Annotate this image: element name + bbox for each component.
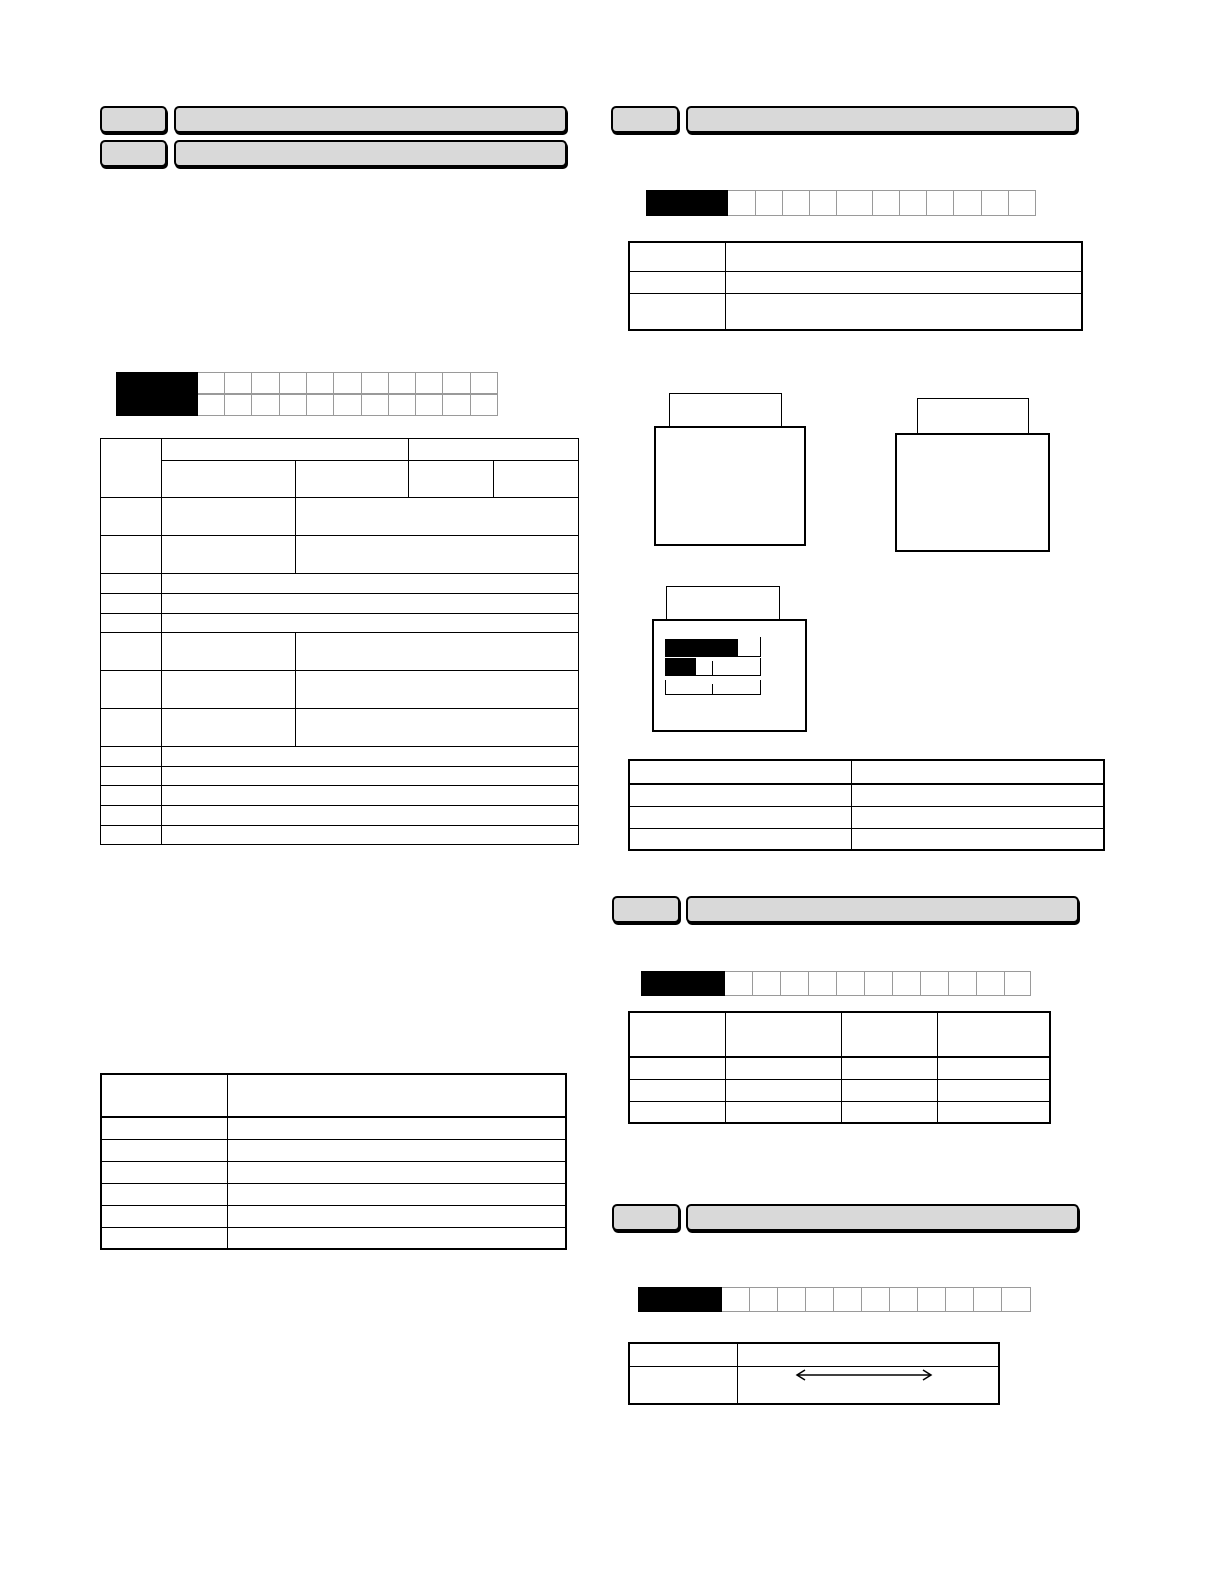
- table-cell: [227, 1205, 566, 1227]
- table-cell: [101, 786, 162, 806]
- segment-cell: [1005, 971, 1031, 996]
- table-cell: [841, 1079, 937, 1101]
- table-row: [101, 498, 579, 536]
- table-row: [101, 786, 579, 806]
- table-row: [101, 594, 579, 614]
- table-row: [101, 806, 579, 826]
- segment-cell: [416, 394, 443, 416]
- section-title-bar-2: [174, 140, 567, 167]
- segment-cell: [225, 372, 252, 394]
- segment-cell: [1002, 1287, 1031, 1312]
- segment-cell: [927, 190, 954, 216]
- display-legend-table: [628, 759, 1105, 851]
- section-number-tab-4: [612, 896, 680, 923]
- table-cell: [101, 1205, 227, 1227]
- section-number-tab-3: [611, 106, 679, 133]
- table-cell: [101, 671, 162, 709]
- table-header-row: [629, 760, 1104, 784]
- segment-cell: [900, 190, 927, 216]
- level-gauge-line: [665, 675, 761, 676]
- table-cell: [494, 461, 579, 498]
- segment-cell: [198, 372, 225, 394]
- table-row: [101, 709, 579, 747]
- segment-cell: [783, 190, 810, 216]
- setting-values-table: [628, 1011, 1051, 1124]
- segment-cell: [865, 971, 893, 996]
- table-row: [101, 826, 579, 845]
- table-row: [629, 1079, 1050, 1101]
- table-cell: [227, 1161, 566, 1183]
- table-cell: [937, 1079, 1050, 1101]
- table-cell: [162, 439, 409, 461]
- segment-code-row-4: [641, 971, 1031, 996]
- segment-cell: [837, 971, 865, 996]
- segment-cell: [252, 372, 279, 394]
- segment-cell: [753, 971, 781, 996]
- table-row: [101, 767, 579, 786]
- segment-cell: [471, 394, 498, 416]
- table-cell: [629, 828, 851, 850]
- table-row: [101, 1117, 566, 1139]
- segment-cell: [334, 394, 361, 416]
- level-gauge-line: [665, 680, 666, 694]
- segment-cell-filled: [674, 190, 701, 216]
- table-row: [629, 784, 1104, 806]
- segment-cell: [977, 971, 1005, 996]
- table-cell: [629, 760, 851, 784]
- table-row: [629, 1101, 1050, 1123]
- segment-cell: [806, 1287, 834, 1312]
- table-cell: [629, 242, 725, 271]
- table-cell: [162, 786, 579, 806]
- segment-cell: [471, 372, 498, 394]
- table-header-row: [101, 1074, 566, 1117]
- segment-cell-filled: [646, 190, 674, 216]
- table-cell: [629, 1057, 725, 1079]
- table-row: [629, 271, 1082, 293]
- table-cell: [101, 439, 162, 498]
- table-row: [629, 293, 1082, 330]
- segment-cell: [946, 1287, 974, 1312]
- level-bar-1: [665, 639, 738, 656]
- segment-cell: [809, 971, 837, 996]
- table-cell: [101, 536, 162, 574]
- segment-cell: [362, 394, 389, 416]
- table-cell: [162, 614, 579, 633]
- segment-cell-filled: [116, 372, 143, 394]
- segment-cell: [362, 372, 389, 394]
- segment-cell: [837, 190, 873, 216]
- table-cell: [725, 1012, 841, 1057]
- table-cell: [227, 1074, 566, 1117]
- table-cell: [629, 1101, 725, 1123]
- segment-cell: [893, 971, 921, 996]
- table-cell: [725, 242, 1082, 271]
- table-cell: [629, 806, 851, 828]
- table-row: [101, 614, 579, 633]
- segment-cell: [307, 394, 334, 416]
- table-cell: [101, 633, 162, 671]
- segment-cell: [921, 971, 949, 996]
- table-row: [101, 747, 579, 767]
- table-cell: [296, 709, 579, 747]
- code-list-table: [100, 1073, 567, 1250]
- table-cell: [227, 1227, 566, 1249]
- table-cell: [629, 293, 725, 330]
- segment-cell-filled: [143, 394, 170, 416]
- table-row: [629, 1366, 999, 1404]
- table-cell: [937, 1101, 1050, 1123]
- segment-cell: [225, 394, 252, 416]
- table-cell: [629, 1366, 737, 1404]
- table-cell: [737, 1343, 999, 1366]
- table-cell: [162, 536, 296, 574]
- table-cell: [737, 1366, 999, 1404]
- table-cell: [101, 709, 162, 747]
- segment-cell: [954, 190, 981, 216]
- section-title-bar-4: [686, 896, 1079, 923]
- table-cell: [227, 1183, 566, 1205]
- table-cell: [841, 1057, 937, 1079]
- segment-cell: [750, 1287, 778, 1312]
- segment-cell: [725, 971, 753, 996]
- table-row: [629, 806, 1104, 828]
- table-cell: [101, 806, 162, 826]
- table-cell: [296, 498, 579, 536]
- segment-code-row-3: [646, 190, 1036, 216]
- table-cell: [162, 767, 579, 786]
- table-cell: [101, 614, 162, 633]
- table-cell: [162, 574, 579, 594]
- segment-cell: [252, 394, 279, 416]
- segment-cell-filled: [171, 394, 198, 416]
- table-cell: [162, 594, 579, 614]
- table-cell: [101, 1183, 227, 1205]
- display-frame: [654, 426, 806, 546]
- table-cell: [101, 1139, 227, 1161]
- section-title-bar-5: [686, 1204, 1079, 1231]
- table-cell: [409, 461, 494, 498]
- table-cell: [409, 439, 579, 461]
- table-cell: [101, 1161, 227, 1183]
- table-cell: [162, 461, 296, 498]
- level-gauge-line: [712, 684, 713, 694]
- display-frame: [895, 433, 1050, 552]
- table-header-row: [101, 461, 579, 498]
- segment-cell: [918, 1287, 946, 1312]
- segment-cell: [443, 372, 470, 394]
- segment-cell-filled: [641, 971, 669, 996]
- table-row: [629, 828, 1104, 850]
- level-bar-2: [665, 658, 696, 675]
- segment-cell-filled: [666, 1287, 694, 1312]
- table-row: [629, 1343, 999, 1366]
- segment-cell-filled: [697, 971, 725, 996]
- segment-cell: [389, 372, 416, 394]
- table-row: [101, 1183, 566, 1205]
- table-cell: [162, 498, 296, 536]
- table-cell: [101, 1074, 227, 1117]
- table-cell: [101, 594, 162, 614]
- table-cell: [629, 1079, 725, 1101]
- segment-cell: [198, 394, 225, 416]
- table-cell: [629, 1343, 737, 1366]
- table-row: [101, 536, 579, 574]
- table-cell: [296, 633, 579, 671]
- section-title-bar-1: [174, 106, 567, 133]
- table-cell: [725, 293, 1082, 330]
- level-gauge-line: [712, 661, 713, 675]
- segment-cell: [722, 1287, 750, 1312]
- range-table: [628, 1342, 1000, 1405]
- table-cell: [162, 633, 296, 671]
- table-cell: [629, 271, 725, 293]
- segment-code-row-5: [638, 1287, 1031, 1312]
- table-cell: [296, 461, 409, 498]
- table-cell: [162, 806, 579, 826]
- segment-cell-filled: [171, 372, 198, 394]
- table-cell: [101, 1227, 227, 1249]
- table-row: [101, 1161, 566, 1183]
- segment-cell: [890, 1287, 918, 1312]
- segment-cell: [416, 372, 443, 394]
- segment-cell-filled: [143, 372, 170, 394]
- segment-cell: [389, 394, 416, 416]
- segment-cell: [810, 190, 837, 216]
- segment-cell-filled: [701, 190, 728, 216]
- section-number-tab-1: [100, 106, 167, 133]
- table-cell: [937, 1012, 1050, 1057]
- table-cell: [101, 1117, 227, 1139]
- level-gauge-line: [665, 656, 761, 657]
- segment-cell-filled: [116, 394, 143, 416]
- segment-cell: [443, 394, 470, 416]
- segment-cell: [974, 1287, 1002, 1312]
- table-row: [101, 633, 579, 671]
- table-cell: [851, 784, 1104, 806]
- section-title-bar-3: [686, 106, 1078, 133]
- table-cell: [227, 1139, 566, 1161]
- level-gauge-line: [665, 694, 761, 695]
- segment-cell-filled: [638, 1287, 666, 1312]
- table-row: [101, 1139, 566, 1161]
- segment-code-row-2: [116, 394, 498, 416]
- level-gauge-line: [760, 658, 761, 675]
- table-cell: [101, 747, 162, 767]
- section-number-tab-2: [100, 140, 167, 167]
- table-cell: [101, 574, 162, 594]
- segment-cell: [834, 1287, 862, 1312]
- table-cell: [725, 1057, 841, 1079]
- table-cell: [101, 767, 162, 786]
- table-cell: [851, 828, 1104, 850]
- table-cell: [162, 671, 296, 709]
- segment-cell: [1009, 190, 1036, 216]
- table-cell: [101, 498, 162, 536]
- segment-cell: [862, 1287, 890, 1312]
- segment-cell: [949, 971, 977, 996]
- table-cell: [841, 1101, 937, 1123]
- table-row: [101, 1205, 566, 1227]
- table-cell: [162, 709, 296, 747]
- display-frame: [669, 393, 782, 427]
- segment-cell: [982, 190, 1009, 216]
- segment-cell: [307, 372, 334, 394]
- segment-cell: [334, 372, 361, 394]
- double-arrow-icon: [794, 1368, 934, 1382]
- table-cell: [851, 760, 1104, 784]
- segment-cell: [280, 394, 307, 416]
- table-cell: [937, 1057, 1050, 1079]
- table-header-row: [629, 1012, 1050, 1057]
- display-frame: [666, 586, 780, 620]
- display-frame: [917, 398, 1029, 434]
- table-row: [629, 1057, 1050, 1079]
- level-gauge-line: [760, 637, 761, 656]
- settings-table: [100, 438, 579, 845]
- table-cell: [725, 1101, 841, 1123]
- segment-code-row-1: [116, 372, 498, 394]
- table-cell: [101, 826, 162, 845]
- table-cell: [851, 806, 1104, 828]
- table-row: [101, 574, 579, 594]
- segment-cell-filled: [669, 971, 697, 996]
- table-cell: [725, 1079, 841, 1101]
- table-cell: [629, 1012, 725, 1057]
- table-row: [101, 671, 579, 709]
- table-cell: [629, 784, 851, 806]
- segment-cell: [778, 1287, 806, 1312]
- mode-table: [628, 241, 1083, 331]
- table-row: [101, 1227, 566, 1249]
- table-cell: [841, 1012, 937, 1057]
- table-cell: [162, 826, 579, 845]
- section-number-tab-5: [612, 1204, 680, 1231]
- table-row: [629, 242, 1082, 271]
- segment-cell: [873, 190, 900, 216]
- segment-cell: [728, 190, 755, 216]
- level-gauge-line: [760, 680, 761, 694]
- table-cell: [725, 271, 1082, 293]
- segment-cell: [781, 971, 809, 996]
- table-cell: [296, 671, 579, 709]
- table-cell: [296, 536, 579, 574]
- table-cell: [227, 1117, 566, 1139]
- table-header-row: [101, 439, 579, 461]
- segment-cell-filled: [694, 1287, 722, 1312]
- segment-cell: [756, 190, 783, 216]
- segment-cell: [280, 372, 307, 394]
- table-cell: [162, 747, 579, 767]
